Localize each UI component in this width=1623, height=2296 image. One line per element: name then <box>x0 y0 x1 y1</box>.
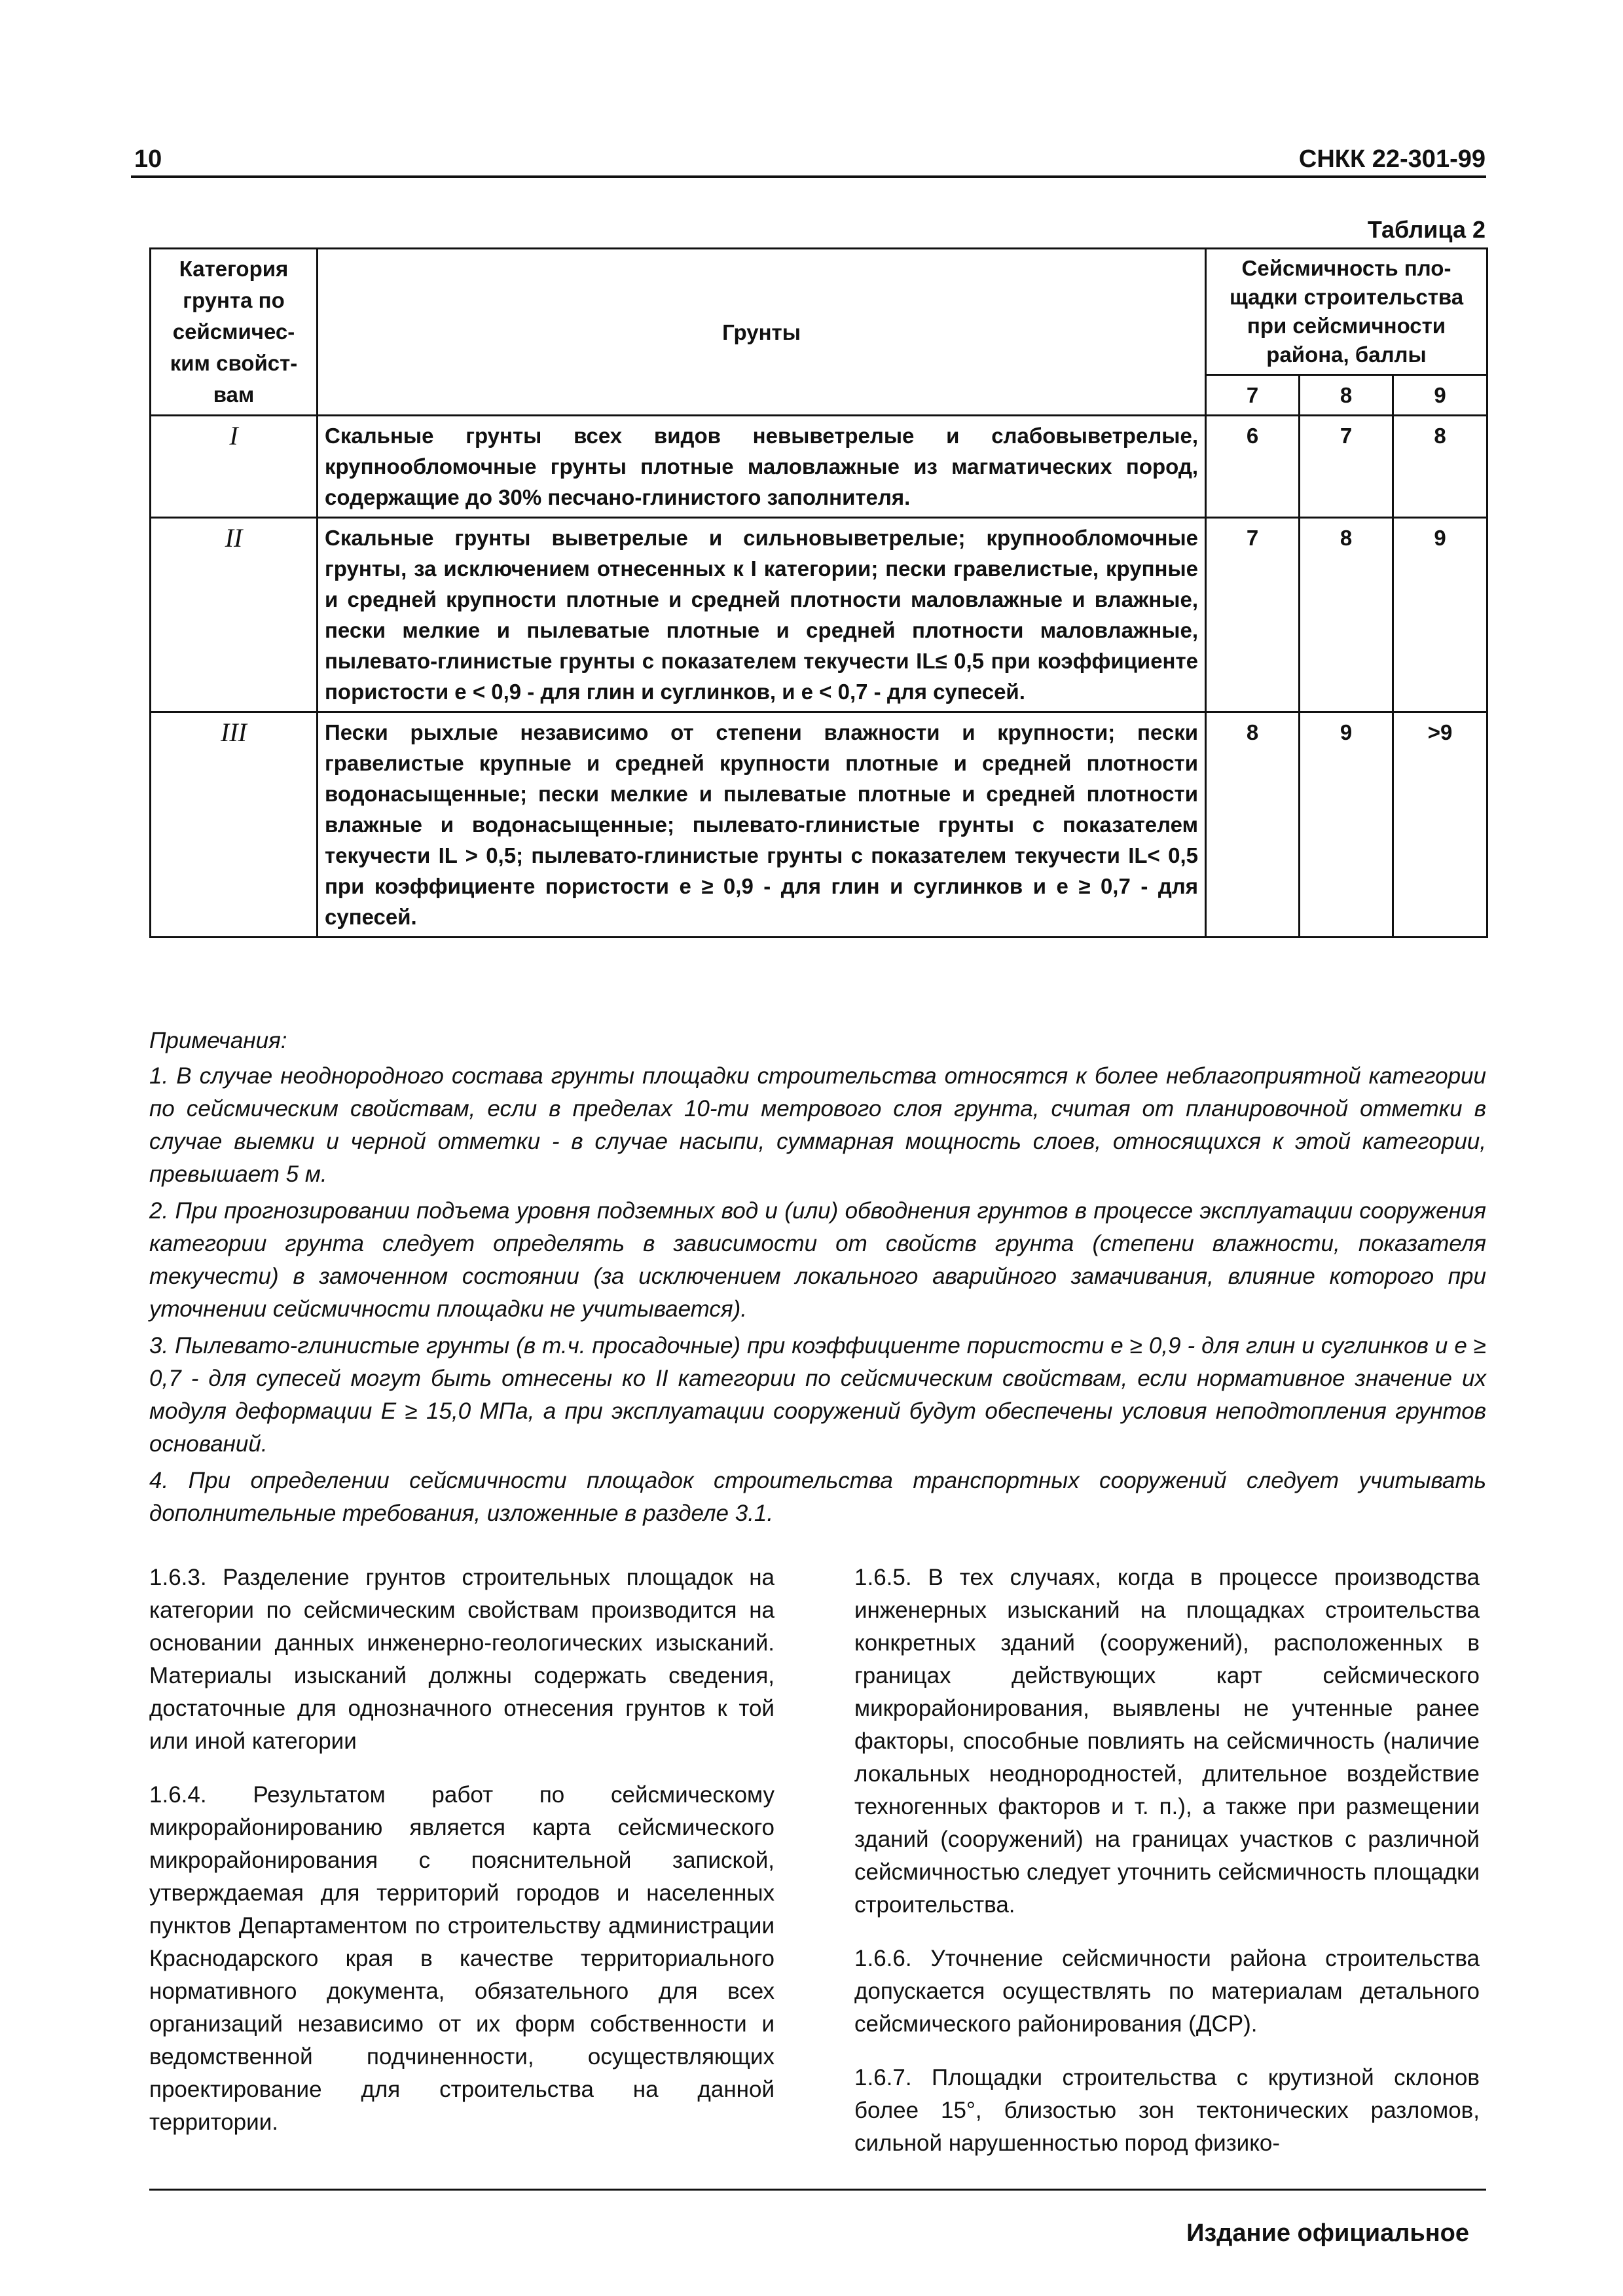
paragraph-1-6-5: 1.6.5. В тех случаях, когда в процессе производства инженерных изысканий на площадках строительства конкретных зданий (сооружений), расположенных в границах действующих карт сейсмического микрорайонирования, выявлены не учтенные ранее факторы, способные повлиять на сейсмичность (наличие локальных неоднородностей, длительное воздействие техногенных факторов и т. п.), а также при размещении зданий (сооружений) на границах участков с различной сейсмичностью следует уточнить сейсмичность площадки строительства. <box>854 1565 1480 1918</box>
table-row <box>151 518 1487 712</box>
row-description: Пески рыхлые независимо от степени влажности и крупности; пески гравелистые крупные и средней крупности плотные и средней плотности водонасыщенные; пески мелкие и пылеватые плотные и средней плотности влажные и водонасыщенные; пылевато-глинистые грунты с показателем текучести IL > 0,5; пылевато-глинистые грунты с показателем текучести IL< 0,5 при коэффициенте пористости e ≥ 0,9 - для глин и суглинков и e ≥ 0,7 - для супесей. <box>318 712 1206 938</box>
header-rule <box>131 175 1486 178</box>
paragraph-1-6-6: 1.6.6. Уточнение сейсмичности района строительства допускается осуществлять по материалам детального сейсмического районирования (ДСР). <box>854 1946 1480 2037</box>
note-item: 1. В случае неоднородного состава грунты площадки строительства относятся к более неблагоприятной категории по сейсмическим свойствам, если в пределах 10-ти метрового слоя грунта, считая от планировочной отметки в случае выемки и черной отметки - в случае насыпи, суммарная мощность слоев, относящихся к этой категории, превышает 5 м. <box>149 1063 1486 1187</box>
header-soils: Грунты <box>318 249 1206 416</box>
body-column-right <box>854 1561 1480 2181</box>
header-category: Категория грунта по сейсмичес-ким свойст-вам <box>151 249 318 416</box>
row-value-8: 8 <box>1300 518 1393 712</box>
paragraph-1-6-7: 1.6.7. Площадки строительства с крутизной склонов более 15°, близостью зон тектонических разломов, сильной нарушенностью пород физико- <box>854 2065 1480 2156</box>
row-value-8: 7 <box>1300 416 1393 518</box>
document-code: СНКК 22-301-99 <box>1298 145 1486 173</box>
row-value-7: 8 <box>1206 712 1300 938</box>
footer-rule <box>149 2189 1486 2191</box>
note-item: 4. При определении сейсмичности площадок строительства транспортных сооружений следует учитывать дополнительные требования, изложенные в разделе 3.1. <box>149 1468 1486 1526</box>
header-ball-7: 7 <box>1206 374 1300 416</box>
row-value-7: 7 <box>1206 518 1300 712</box>
paragraph-1-6-3: 1.6.3. Разделение грунтов строительных площадок на категории по сейсмическим свойствам производится на основании данных инженерно-геологических изысканий. Материалы изысканий должны содержать сведения, достаточные для однозначного отнесения грунтов к той или иной категории <box>149 1565 775 1754</box>
table-row <box>151 712 1487 938</box>
row-value-9: 8 <box>1393 416 1487 518</box>
row-description: Скальные грунты выветрелые и сильновыветрелые; крупнообломочные грунты, за исключением отнесенных к I категории; пески гравелистые, крупные и средней крупности плотные и средней плотности маловлажные и влажные, пески мелкие и пылеватые плотные и средней плотности маловлажные, пылевато-глинистые грунты с показателем текучести IL≤ 0,5 при коэффициенте пористости e < 0,9 - для глин и суглинков, и e < 0,7 - для супесей. <box>318 518 1206 712</box>
edition-label: Издание официальное <box>1186 2219 1469 2247</box>
table-caption: Таблица 2 <box>1367 216 1486 243</box>
table-row <box>151 416 1487 518</box>
table-header-row <box>151 249 1487 375</box>
header-ball-9: 9 <box>1393 374 1487 416</box>
soil-category-table <box>149 247 1488 938</box>
row-description: Скальные грунты всех видов невыветрелые и слабовыветрелые, крупнообломочные грунты плотные маловлажные из магматических пород, содержащие до 30% песчано-глинистого заполнителя. <box>318 416 1206 518</box>
body-column-left <box>149 1561 775 2160</box>
row-category: III <box>151 712 318 938</box>
notes-title: Примечания: <box>149 1028 287 1053</box>
row-value-8: 9 <box>1300 712 1393 938</box>
row-category: I <box>151 416 318 518</box>
note-item: 3. Пылевато-глинистые грунты (в т.ч. просадочные) при коэффициенте пористости e ≥ 0,9 - для глин и суглинков и e ≥ 0,7 - для супесей могут быть отнесены ко II категории по сейсмическим свойствам, если нормативное значение их модуля деформации E ≥ 15,0 МПа, а при эксплуатации сооружений будут обеспечены условия неподтопления грунтов оснований. <box>149 1333 1486 1457</box>
page-number: 10 <box>134 145 162 173</box>
paragraph-1-6-4: 1.6.4. Результатом работ по сейсмическому микрорайонированию является карта сейсмического микрорайонирования с пояснительной запиской, утверждаемая для территорий городов и населенных пунктов Департаментом по строительству администрации Краснодарского края в качестве территориального нормативного документа, обязательного для всех организаций независимо от их форм собственности и ведомственной подчиненности, осуществляющих проектирование для строительства на данной территории. <box>149 1782 775 2135</box>
note-item: 2. При прогнозировании подъема уровня подземных вод и (или) обводнения грунтов в процессе эксплуатации сооружения категории грунта следует определять в зависимости от свойств грунта (степени влажности, показателя текучести) в замоченном состоянии (за исключением локального аварийного замачивания, влияние которого при уточнении сейсмичности площадки не учитывается). <box>149 1198 1486 1322</box>
header-ball-8: 8 <box>1300 374 1393 416</box>
table-notes <box>149 1025 1486 1534</box>
row-value-9: 9 <box>1393 518 1487 712</box>
header-seismicity: Сейсмичность пло-щадки строительства при сейсмичности района, баллы <box>1206 249 1487 375</box>
row-value-9: >9 <box>1393 712 1487 938</box>
row-category: II <box>151 518 318 712</box>
row-value-7: 6 <box>1206 416 1300 518</box>
